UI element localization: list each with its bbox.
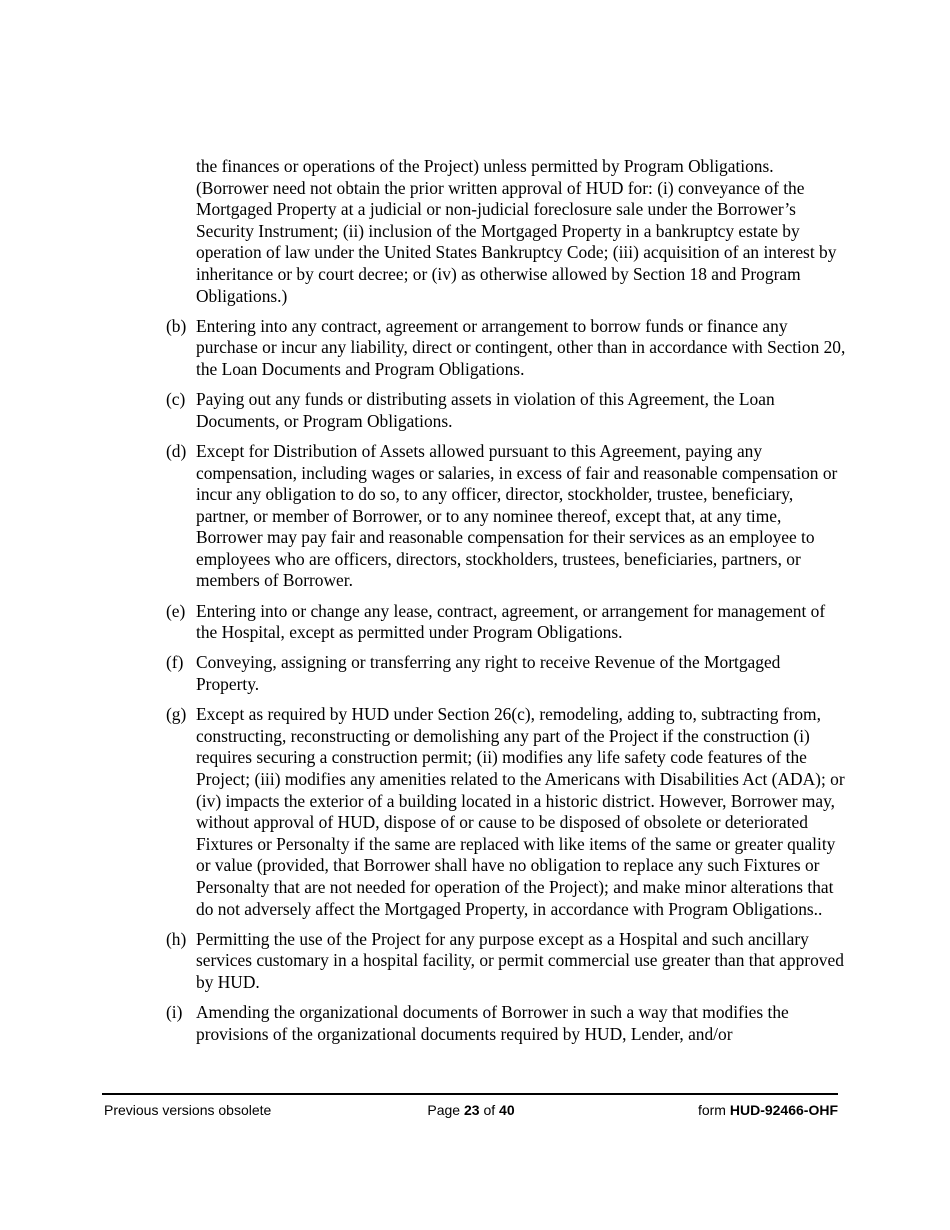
item-label: (c) [166, 389, 186, 410]
item-text: Entering into or change any lease, contract, agreement, or arrangement for management of the Hospital, except as permitted under Program Obligations. [196, 600, 826, 643]
page-current: 23 [463, 1102, 480, 1118]
footer-obsolete-note: Previous versions obsolete [104, 1102, 272, 1118]
page-of: of [479, 1102, 500, 1118]
item-label: (b) [166, 315, 187, 336]
form-number: HUD-92466-OHF [729, 1102, 838, 1118]
page-total: 40 [499, 1102, 515, 1118]
item-label: (g) [166, 704, 187, 725]
item-label: (h) [166, 928, 187, 949]
form-prefix: form [697, 1102, 730, 1118]
item-text: Permitting the use of the Project for any purpose except as a Hospital and such ancillary services customary in a hospital facility, or permit commercial use greater than that approved by HUD. [196, 928, 844, 992]
item-text: Except for Distribution of Assets allowed pursuant to this Agreement, paying any compensation, including wages or salaries, in excess of fair and reasonable compensation or incur any obligation to do so, to any officer, director, stockholder, trustee, beneficiary, partner, or member of Borrower, or to any nominee thereof, except that, at any time, Borrower may pay fair and reasonable compensation for their services as an employee to employees who are officers, directors, stockholders, trustees, beneficiaries, partners, or members of Borrower. [196, 440, 838, 591]
list-item-c [166, 389, 846, 432]
page-prefix: Page [427, 1102, 464, 1118]
list-item-g [166, 704, 846, 920]
continuation-paragraph: the finances or operations of the Project) unless permitted by Program Obligations. (Borrower need not obtain the prior written approval of HUD for: (i) conveyance of the Mortgaged Property at a judicial or non-judicial foreclosure sale under the Borrower’s Security Instrument; (ii) inclusion of the Mortgaged Property in a bankruptcy estate by operation of law under the United States Bankruptcy Code; (iii) acquisition of an interest by inheritance or by court decree; or (iv) as otherwise allowed by Section 18 and Program Obligations.) [196, 156, 837, 306]
item-text: Conveying, assigning or transferring any right to receive Revenue of the Mortgaged Property. [196, 652, 781, 695]
list-item-f [166, 652, 846, 695]
item-text: Except as required by HUD under Section 26(c), remodeling, adding to, subtracting from, constructing, reconstructing or demolishing any part of the Project if the construction (i) requires securing a construction permit; (ii) modifies any life safety code features of the Project; (iii) modifies any amenities related to the Americans with Disabilities Act (ADA); or (iv) impacts the exterior of a building located in a historic district. However, Borrower may, without approval of HUD, dispose of or cause to be disposed of obsolete or deteriorated Fixtures or Personalty if the same are replaced with like items of the same or greater quality or value (provided, that Borrower shall have no obligation to replace any such Fixtures or Personalty that are not needed for operation of the Project); and make minor alterations that do not adversely affect the Mortgaged Property, in accordance with Program Obligations.. [196, 704, 845, 919]
footer-form-id [698, 1101, 838, 1119]
item-label: (e) [166, 600, 186, 621]
item-text: Paying out any funds or distributing assets in violation of this Agreement, the Loan Documents, or Program Obligations. [196, 389, 775, 431]
list-item-e [166, 601, 846, 644]
item-label: (i) [166, 1002, 183, 1023]
item-text: Entering into any contract, agreement or arrangement to borrow funds or finance any purchase or incur any liability, direct or contingent, other than in accordance with Section 20, the Loan Documents and Program Obligations. [196, 315, 846, 379]
item-label: (d) [166, 440, 187, 461]
list-item-i [166, 1002, 846, 1045]
list-item-b [166, 316, 846, 381]
footer-divider [102, 1093, 838, 1095]
item-text: Amending the organizational documents of Borrower in such a way that modifies the provisions of the organizational documents required by HUD, Lender, and/or [196, 1002, 789, 1044]
document-body [166, 156, 846, 1054]
list-item-h [166, 929, 846, 994]
page-footer [104, 1101, 838, 1119]
item-label: (f) [166, 652, 184, 673]
list-item-d [166, 441, 846, 592]
